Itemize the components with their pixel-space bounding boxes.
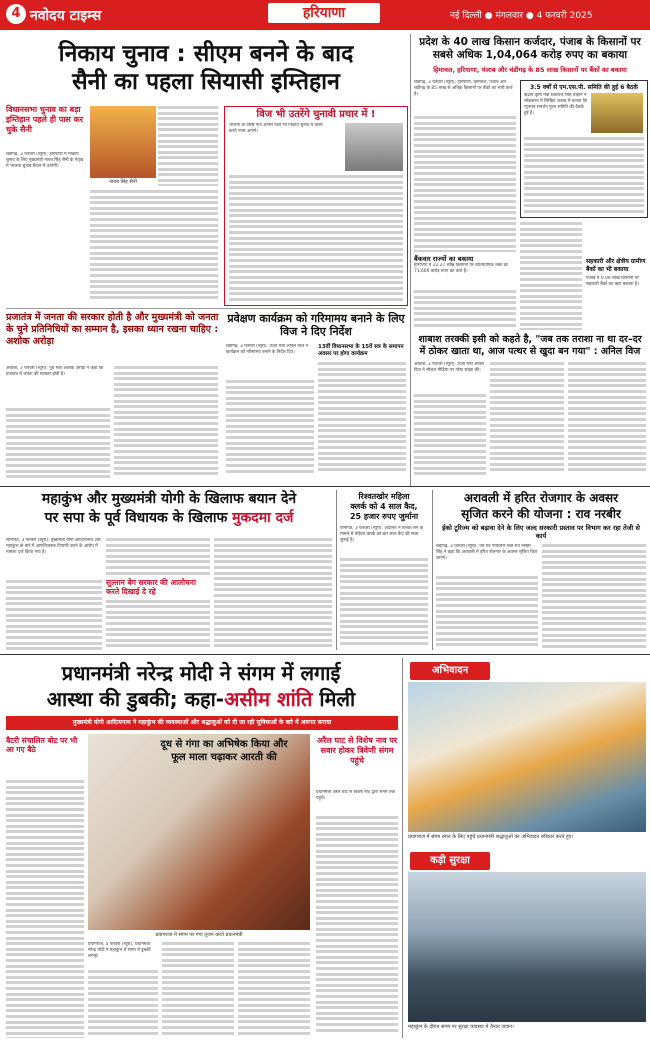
arora-body-col-1 xyxy=(6,408,110,480)
aravali-headline-line-2: सृजित करने की योजना : राव नरबीर xyxy=(461,507,621,521)
vij-quote-col-2 xyxy=(490,362,564,480)
pravekshan-headline: प्रवेक्षण कार्यक्रम को गरिमामय बनाने के लिए विज ने दिए निर्देश xyxy=(227,312,405,338)
column-rule xyxy=(410,34,411,486)
main-body-col-2 xyxy=(158,106,218,186)
farmer-photo xyxy=(591,93,643,133)
pm-headline xyxy=(6,660,396,712)
arora-headline: प्रजातंत्र में जनता की सरकार होती है और मुख्यमंत्री को जनता के चुने प्रतिनिधियों का सम्मान है, इसका ध्यान रखना चाहिए : अशोक अरोड़ा xyxy=(6,312,219,347)
msp-box-text xyxy=(524,137,644,213)
pm-col-3 xyxy=(238,942,310,1038)
abhinandan-label: अभिवादन xyxy=(410,662,490,680)
bank-body-col-1 xyxy=(414,290,516,330)
column-rule-3 xyxy=(432,490,433,650)
pravekshan-body: चंडीगढ़, 3 फरवरी (ब्यूरो): ऊर्जा मंत्री अनिल विज ने कार्यक्रम को गरिमामय बनाने के निर्देश दिए। xyxy=(226,344,309,355)
mahakumbh-headline-line-2: पर सपा के पूर्व विधायक के खिलाफ xyxy=(44,510,233,526)
bank-body: हरियाणा में 22.27 लाख किसानों पर व्यावसायिक बैंकों का 71,666 करोड़ रुपए का कर्ज है। xyxy=(414,263,509,274)
pravekshan-body-col-2 xyxy=(318,362,406,480)
main-body-col-1: चंडीगढ़, 3 फरवरी (ब्यूरो): हरियाणा में निकाय चुनाव के लिए मुख्यमंत्री नायब सिंह सैनी के नेतृत्व में भाजपा चुनाव मैदान में उतरेगी। xyxy=(6,152,84,169)
aravali-subhead: ईको टूरिज्म को बढ़ावा देने के लिए जल्द सरकारी प्रस्ताव पर विभाग कर रहा तेजी से कार्य xyxy=(442,524,640,540)
farmers-subhead: हिमाचल, हरियाणा, पंजाब और चंडीगढ़ के 85 लाख किसानों पर बैंकों का बकाया xyxy=(433,66,627,74)
farmers-headline-line-2: सबसे अधिक 1,04,064 करोड़ रुपए का बकाया xyxy=(432,49,628,61)
bribe-headline xyxy=(340,492,428,522)
aravali-headline xyxy=(436,490,646,522)
issue-date: नई दिल्ली ● मंगलवार ● 4 फरवरी 2025 xyxy=(450,11,593,21)
farmers-body: चंडीगढ़, 3 फरवरी (ब्यूरो): हरियाणा, हिमाचल, पंजाब और चंडीगढ़ के 85 लाख से अधिक किसानों पर बैंकों का भारी कर्ज है। xyxy=(414,80,513,97)
msp-box-title: 3.5 वर्षों से एम.एस.पी. समिति की हुईं 6 बैठकें xyxy=(530,84,638,91)
msp-box-body: केंद्रीय कृषि मंत्री शिवराज सिंह चौहान ने लोकसभा में लिखित जवाब में बताया कि न्यूनतम समर्थन मूल्य समिति की बैठकें हुई हैं। xyxy=(524,93,588,116)
main-headline-line-1: निकाय चुनाव : सीएम बनने के बाद xyxy=(58,41,354,67)
mahakumbh-col-3 xyxy=(214,538,332,650)
vij-quote-col-3 xyxy=(568,362,646,480)
column-rule-4 xyxy=(402,658,403,1038)
page-header xyxy=(0,0,650,30)
aravali-headline-line-1: अरावली में हरित रोजगार के अवसर xyxy=(463,491,619,505)
pm-aside-col xyxy=(316,816,398,1038)
cooperative-body: पंजाब में 6.09 लाख किसानों पर सहकारी बैंकों का ऋण बकाया है। xyxy=(586,276,639,287)
column-rule-2 xyxy=(336,490,337,650)
page-number: 4 xyxy=(6,4,26,24)
abhinandan-photo xyxy=(408,682,646,832)
main-body-col-3 xyxy=(90,190,218,302)
bribe-headline-line-3: 25 हजार रुपए जुर्माना xyxy=(349,512,419,521)
pm-photo-title xyxy=(140,738,308,764)
pm-side-col xyxy=(6,780,84,1038)
pm-headline-line-1: प्रधानमंत्री नरेन्द्र मोदी ने संगम में लगाई xyxy=(61,661,341,685)
vij-quote-headline: शाबाश तरक्की इसी को कहते है, "जब तक तराशा ना था दर–दर में ठोकर खाता था, आज पत्थर से खुदा बन गया" : अनिल विज xyxy=(418,334,642,357)
main-headline-line-2: सैनी का पहला सियासी इम्तिहान xyxy=(72,69,340,95)
pm-headline-line-2-end: मिली xyxy=(312,687,356,711)
aravali-body: चंडीगढ़, 3 फरवरी (ब्यूरो): वन एवं पर्यावरण मंत्री राव नरबीर सिंह ने कहा कि अरावली में हरित रोजगार के अवसर सृजित किए जाएंगे। xyxy=(436,544,538,561)
pm-photo-title-line-1: दूध से गंगा का अभिषेक किया और xyxy=(160,739,288,750)
pm-col-1 xyxy=(88,970,158,1038)
main-headline xyxy=(6,40,406,96)
cm-photo xyxy=(90,106,156,178)
vij-box-body: भाजपा के वरिष्ठ नेता अनिल विज भी निकाय चुनाव में प्रचार करते नजर आएंगे। xyxy=(229,123,323,134)
pravekshan-subhead: 13वीं विधानसभा के 15वें सत्र के समापन अवसर पर होगा कार्यक्रम xyxy=(318,344,404,357)
bank-body-col-2 xyxy=(520,222,582,330)
newspaper-brand: नवोदय टाइम्स xyxy=(30,8,102,24)
abhinandan-caption: प्रयागराज में संगम स्नान के लिए पहुंचे प्रधानमंत्री श्रद्धालुओं का अभिवादन स्वीकार करते हुए। xyxy=(408,834,574,840)
bribe-col-1 xyxy=(340,558,428,650)
mahakumbh-headline-line-1: महाकुंभ और मुख्यमंत्री योगी के खिलाफ बयान देने xyxy=(41,491,297,507)
pm-photo-title-line-2: फूल माला चढ़ाकर आरती की xyxy=(171,752,277,763)
pm-photo-caption: प्रयागराज में संगम पर गंगा पूजन करते प्रधानमंत्री xyxy=(155,932,243,938)
security-caption: महाकुंभ के दौरान संगम पर सुरक्षा व्यवस्था में तैनात जवान। xyxy=(408,1024,514,1030)
aravali-col-2 xyxy=(542,544,646,650)
farmers-body-col-1 xyxy=(414,116,516,252)
main-sidebar-bullet: विधानसभा चुनाव का बड़ा इम्तिहान पहले ही पास कर चुके सैनी xyxy=(6,105,84,134)
mahakumbh-headline-highlight: मुकदमा दर्ज xyxy=(232,510,294,526)
pm-aside-body: प्रधानमंत्री अरैल घाट से विशेष नाव द्वारा संगम तक पहुंचे। xyxy=(316,790,395,801)
mahakumbh-body: सोनीपत, 3 फरवरी (ब्यूरो): मुख्यमंत्री योगी आदित्यनाथ और महाकुंभ के बारे में आपत्तिजनक टिप्पणी करने के आरोप में मामला दर्ज किया गया है। xyxy=(6,538,101,555)
pm-banner: मुख्यमंत्री योगी आदित्यनाथ ने महाकुंभ की व्यवस्थाओं और श्रद्धालुओं को दी जा रही सुविधाओं के बारे में अवगत कराया xyxy=(6,716,398,730)
vij-campaign-box xyxy=(224,106,408,306)
bribe-body: पानीपत, 3 फरवरी (ब्यूरो): अदालत ने रिश्वत लेने के मामले में महिला क्लर्क को चार साल कैद की सजा सुनाई है। xyxy=(340,526,424,543)
pm-headline-highlight: असीम शांति xyxy=(224,687,313,711)
farmers-headline xyxy=(414,36,646,62)
cooperative-head: सहकारी और क्षेत्रीय ग्रामीण बैंकों का भी बकाया xyxy=(586,258,646,273)
vij-quote-body: अंबाला, 3 फरवरी (ब्यूरो): ऊर्जा मंत्री अनिल विज ने सोशल मीडिया पर पोस्ट साझा की। xyxy=(414,362,485,373)
msp-box xyxy=(520,80,648,218)
bank-head: बैंकवार राज्यों का बकाया xyxy=(414,255,474,263)
vij-photo xyxy=(345,123,403,171)
security-label: कड़ी सुरक्षा xyxy=(410,852,490,870)
bribe-headline-line-1: रिश्वतखोर महिला xyxy=(358,492,410,501)
mahakumbh-headline xyxy=(6,490,332,528)
pm-side-bullet: बैटरी संचालित बोट पर भी आ गए बैठे xyxy=(6,736,78,754)
pm-aside-head: अरैल घाट से विशेष नाव पर सवार होकर त्रिवेणी संगम पहुंचे xyxy=(316,736,398,765)
section-divider-2 xyxy=(0,654,650,655)
arora-body: अंबाला, 3 फरवरी (ब्यूरो): पूर्व मंत्री अशोक अरोड़ा ने कहा कि प्रजातंत्र में जनता की सरकार होती है। xyxy=(6,366,104,377)
pm-body: प्रयागराज, 5 फरवरी (ब्यूरो): प्रधानमंत्री नरेन्द्र मोदी ने महाकुंभ में संगम में डुबकी लगाई। xyxy=(88,942,151,959)
aravali-col-1 xyxy=(436,576,538,650)
bribe-headline-line-2: क्लर्क को 4 साल कैद, xyxy=(350,502,418,511)
cm-photo-caption: नायब सिंह सैनी xyxy=(109,179,137,185)
divider xyxy=(6,308,406,309)
pravekshan-body-col-1 xyxy=(226,380,314,480)
mahakumbh-col-1 xyxy=(6,580,102,650)
vij-box-text xyxy=(229,175,403,301)
section-title: हरियाणा xyxy=(268,3,380,23)
arora-body-col-2 xyxy=(114,366,218,480)
farmers-headline-line-1: प्रदेश के 40 लाख किसान कर्जदार, पंजाब के किसानों पर xyxy=(419,36,641,48)
security-photo xyxy=(408,872,646,1022)
pm-col-2 xyxy=(162,942,234,1038)
vij-box-title: विज भी उतरेंगे चुनावी प्रचार में ! xyxy=(256,109,376,120)
mahakumbh-sidebar: सुल्तान बेग सरकार की आलोचना करते दिखाई दे रहे xyxy=(106,576,210,598)
section-divider xyxy=(0,486,650,487)
pm-headline-line-2: आस्था की डुबकी; कहा- xyxy=(46,687,225,711)
vij-quote-col-1 xyxy=(414,394,486,480)
